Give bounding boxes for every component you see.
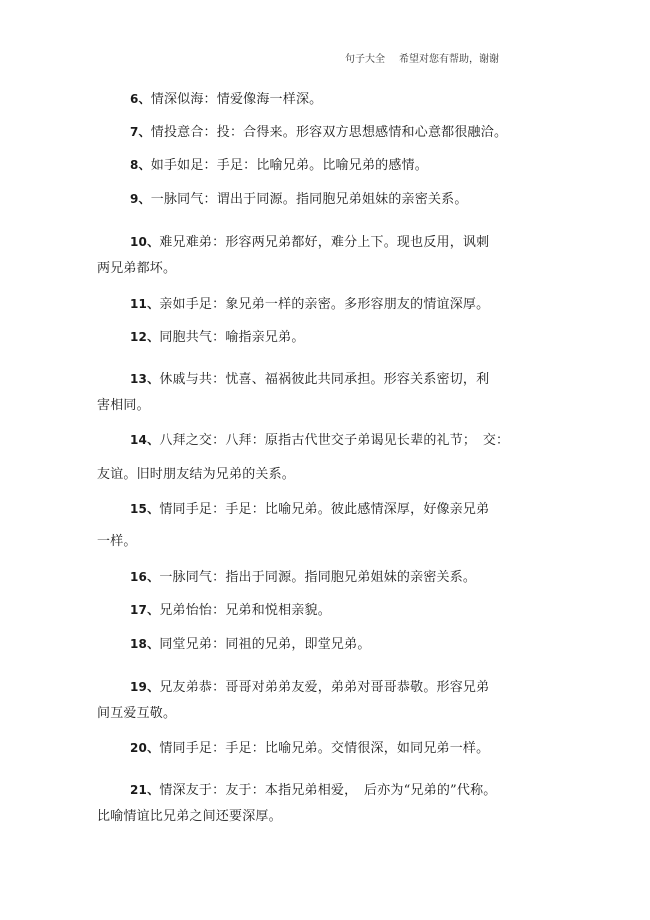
item-text: 一脉同气：指出于同源。指同胞兄弟姐妹的亲密关系。: [159, 570, 477, 585]
list-item: [97, 564, 547, 591]
list-item: [97, 229, 547, 282]
item-text: 同堂兄弟：同祖的兄弟，即堂兄弟。: [159, 637, 371, 652]
item-text-continued: 比喻情谊比兄弟之间还要深厚。: [97, 809, 282, 824]
item-number: 20、: [130, 741, 160, 755]
list-item: [97, 86, 547, 113]
item-text: 情投意合：投：合得来。形容双方思想感情和心意都很融洽。: [150, 125, 508, 140]
item-text: 情深似海：情爱像海一样深。: [150, 92, 323, 107]
list-item: [97, 496, 547, 555]
item-number: 21、: [130, 783, 160, 797]
item-text: 如手如足：手足：比喻兄弟。比喻兄弟的感情。: [150, 158, 428, 173]
item-number: 10、: [130, 235, 160, 249]
item-text: 情同手足：手足：比喻兄弟。交情很深，如同兄弟一样。: [159, 741, 490, 756]
item-text: 情同手足：手足：比喻兄弟。彼此感情深厚，好像亲兄弟: [159, 502, 490, 517]
item-text-continued: 一样。: [97, 534, 137, 549]
item-number: 11、: [130, 297, 160, 311]
item-number: 14、: [130, 433, 160, 447]
header-left-text: 句子大全: [345, 54, 385, 65]
list-item: [97, 324, 547, 351]
item-text-continued: 间互爱互敬。: [97, 706, 177, 721]
item-number: 6、: [130, 92, 151, 106]
item-text: 休戚与共：忧喜、福祸彼此共同承担。形容关系密切，利: [159, 372, 490, 387]
item-text-continued: 两兄弟都坏。: [97, 261, 177, 276]
item-number: 9、: [130, 192, 151, 206]
item-text-continued: 害相同。: [97, 398, 150, 413]
item-text: 一脉同气：谓出于同源。指同胞兄弟姐妹的亲密关系。: [150, 192, 468, 207]
item-text: 亲如手足：象兄弟一样的亲密。多形容朋友的情谊深厚。: [159, 297, 490, 312]
item-number: 13、: [130, 372, 160, 386]
item-number: 17、: [130, 603, 160, 617]
list-item: [97, 366, 547, 419]
list-item: [97, 427, 547, 488]
item-text: 兄弟怡怡：兄弟和悦相亲貌。: [159, 603, 331, 618]
item-number: 18、: [130, 637, 160, 651]
list-item: [97, 291, 547, 318]
header-right-text: 希望对您有帮助，谢谢: [399, 54, 499, 65]
item-number: 15、: [130, 502, 160, 516]
list-item: [97, 152, 547, 179]
list-item: [97, 597, 547, 624]
item-text: 难兄难弟：形容两兄弟都好，难分上下。现也反用，讽刺: [159, 235, 490, 250]
list-item: [97, 631, 547, 658]
item-number: 19、: [130, 680, 160, 694]
list-item: [97, 777, 547, 830]
page-header: [345, 50, 499, 65]
item-text: 八拜之交：八拜：原指古代世交子弟谒见长辈的礼节； 交：: [159, 433, 510, 448]
list-item: [97, 119, 547, 146]
list-item: [97, 186, 547, 213]
list-item: [97, 735, 547, 762]
item-text: 情深友于：友于：本指兄弟相爱， 后亦为“兄弟的”代称。: [159, 783, 497, 798]
item-number: 16、: [130, 570, 160, 584]
item-text: 兄友弟恭：哥哥对弟弟友爱，弟弟对哥哥恭敬。形容兄弟: [159, 680, 490, 695]
item-text-continued: 友谊。旧时朋友结为兄弟的关系。: [97, 467, 296, 482]
item-number: 7、: [130, 125, 151, 139]
list-item: [97, 674, 547, 727]
item-text: 同胞共气：喻指亲兄弟。: [159, 330, 305, 345]
item-number: 8、: [130, 158, 151, 172]
item-number: 12、: [130, 330, 160, 344]
